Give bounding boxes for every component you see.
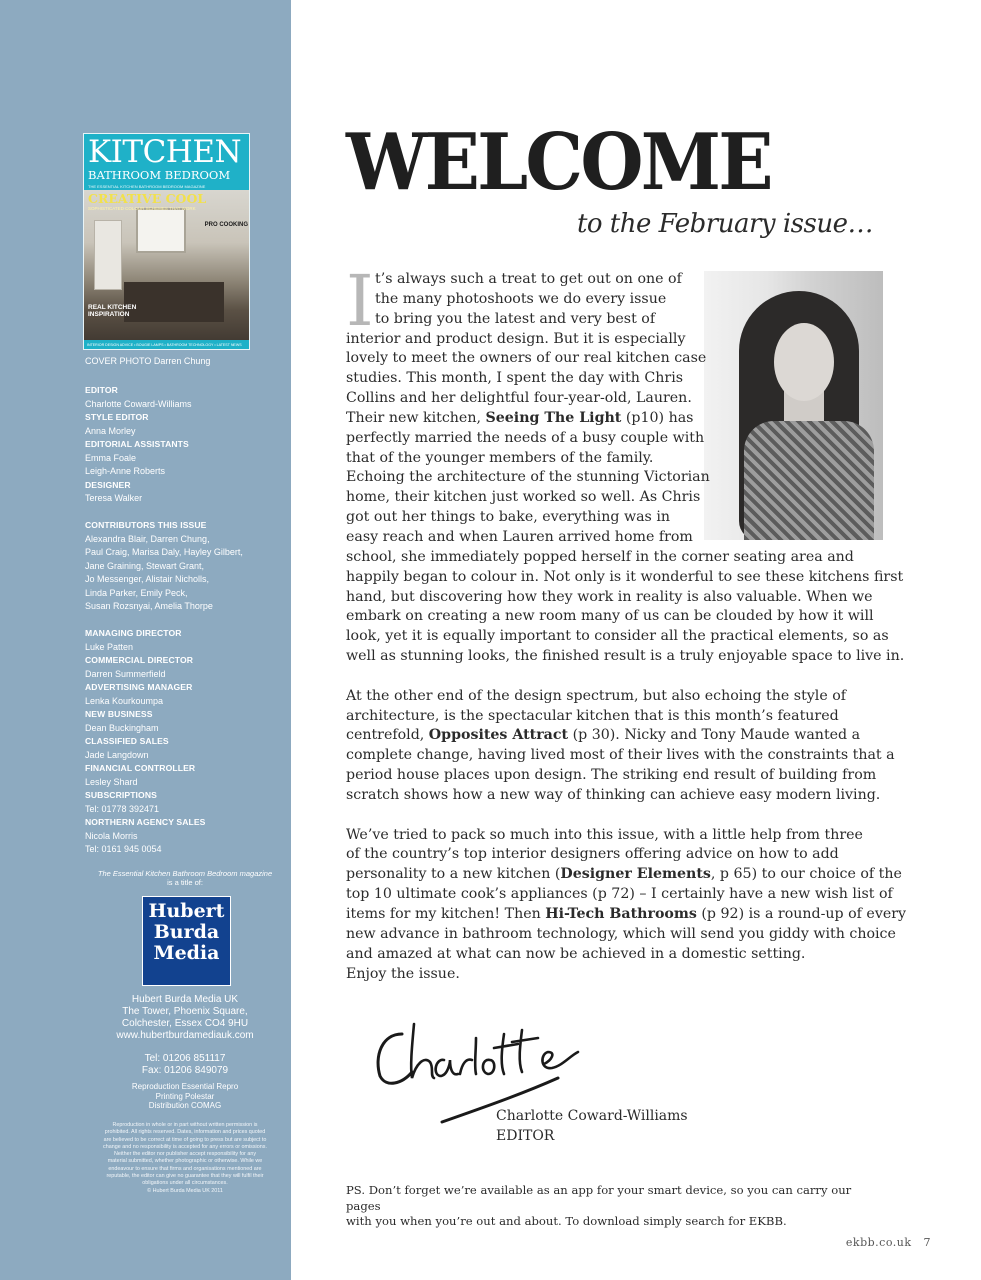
body-line <box>346 508 886 528</box>
disclaimer-line: Reproduction in whole or in part without written permission is <box>112 1122 258 1128</box>
body-text-run: school, she immediately popped herself in the corner seating area and <box>346 548 854 565</box>
cover-headline: CREATIVE COOL <box>88 191 207 206</box>
body-line <box>346 330 886 350</box>
credit-role: NEW BUSINESS <box>85 709 153 719</box>
credit-name: Lenka Kourkoumpa <box>85 695 164 706</box>
body-line <box>346 845 886 865</box>
body-line <box>346 468 886 488</box>
credit-role: MANAGING DIRECTOR <box>85 628 182 638</box>
editor-signoff <box>496 1106 688 1146</box>
body-line <box>346 270 886 290</box>
cover-title: KITCHEN <box>88 134 242 170</box>
production-line: Distribution COMAG <box>148 1101 222 1110</box>
credit-name: Luke Patten <box>85 641 134 652</box>
disclaimer-line: reputable, the editor can give no guarantee that they will fulfil their <box>106 1173 264 1180</box>
credit-name: Nicola Morris <box>85 830 138 841</box>
body-text-run: Their new kitchen, <box>346 409 486 426</box>
body-line <box>346 429 886 449</box>
postscript <box>346 1183 886 1230</box>
credit-name: Lesley Shard <box>85 776 138 787</box>
editor-title: EDITOR <box>496 1128 555 1144</box>
cover-real-kitchen: REAL KITCHEN INSPIRATION <box>88 304 137 318</box>
body-text-run: well as stunning looks, the finished result is a truly enjoyable space to live in. <box>346 648 905 665</box>
credits-gap <box>85 614 285 628</box>
credit-name: Jane Graining, Stewart Grant, <box>85 560 205 571</box>
credit-role: ADVERTISING MANAGER <box>85 682 193 692</box>
body-text-run: personality to a new kitchen ( <box>346 866 561 883</box>
hubert-burda-media-logo <box>142 896 231 986</box>
body-text-run: that of the younger members of the family. <box>346 449 654 466</box>
body-text-run: to bring you the latest and very best of <box>375 310 656 327</box>
disclaimer-line: are believed to be correct at time of going to press but are subject to <box>103 1136 267 1143</box>
body-line <box>346 905 907 925</box>
body-line <box>346 885 893 905</box>
postscript-line: PS. Don’t forget we’re available as an app for your smart device, so you can carry our pages <box>346 1183 852 1213</box>
disclaimer-line: material submitted, whether photographic or otherwise. While we <box>107 1158 263 1165</box>
body-line <box>346 607 886 627</box>
disclaimer-line: obligations under all circumstances. <box>142 1180 228 1187</box>
credit-role: STYLE EDITOR <box>85 412 149 422</box>
credit-name: Tel: 01778 392471 <box>85 803 160 814</box>
body-text-run: easy reach and when Lauren arrived home from <box>346 528 693 545</box>
disclaimer-line: prohibited. All rights reserved. Dates, information and prices quoted <box>104 1129 266 1136</box>
article-body <box>346 270 907 984</box>
body-text-run: embark on creating a new room many of us can be clouded by how it will <box>346 608 874 625</box>
body-line <box>346 826 886 846</box>
body-text-run: happily began to colour in. Not only is it wonderful to see these kitchens first <box>346 568 904 585</box>
body-text-run: , p 65) to our choice of the <box>710 866 902 883</box>
disclaimer-line: endeavour to ensure that firms and organisations mentioned are <box>108 1165 262 1172</box>
credit-role: EDITORIAL ASSISTANTS <box>85 439 189 449</box>
body-text-run: centrefold, <box>346 727 429 744</box>
credit-name: Anna Morley <box>85 425 136 436</box>
article-reference: Opposites Attract <box>428 727 569 744</box>
cover-tagline: THE ESSENTIAL KITCHEN BATHROOM BEDROOM MAGAZINE <box>88 184 206 189</box>
body-text-run: Enjoy the issue. <box>346 965 460 982</box>
body-line <box>346 945 886 965</box>
publisher-phones <box>85 1053 285 1077</box>
legal-disclaimer <box>87 1122 283 1195</box>
body-text-run: perfectly married the needs of a busy couple with <box>346 429 705 446</box>
publisher-note <box>85 869 285 887</box>
drop-cap: I <box>346 260 374 342</box>
body-text-run: got out her things to bake, everything was in <box>346 509 671 526</box>
address-line: The Tower, Phoenix Square, <box>122 1006 248 1017</box>
disclaimer-line: change and no responsibility is accepted for any errors or omissions. <box>103 1143 267 1150</box>
body-line <box>346 310 886 330</box>
body-line <box>346 389 886 409</box>
paragraph-gap <box>346 806 886 826</box>
credit-name: Emma Foale <box>85 452 137 463</box>
credit-name: Darren Summerfield <box>85 668 166 679</box>
body-line <box>346 647 905 667</box>
credit-name: Teresa Walker <box>85 493 143 503</box>
publisher-note-line: is a title of: <box>167 878 203 887</box>
page-subtitle: to the February issue… <box>576 209 873 239</box>
body-line <box>346 766 886 786</box>
production-line: Reproduction Essential Repro <box>131 1082 239 1091</box>
page-title: WELCOME <box>346 117 771 208</box>
cover-bottom-strip: INTERIOR DESIGN ADVICE • BOUGIE LAMPS • BATHROOM TECHNOLOGY • LATEST NEWS <box>84 340 250 350</box>
staff-credits <box>85 384 285 857</box>
credit-role: CONTRIBUTORS THIS ISSUE <box>85 520 207 530</box>
body-text-run: home, their kitchen just worked so well. As Chris <box>346 489 701 506</box>
credit-name: Charlotte Coward-Williams <box>85 398 192 409</box>
disclaimer-line: Neither the editor nor publisher accept responsibility for any <box>113 1151 257 1158</box>
logo-line: Hubert <box>148 900 225 922</box>
body-text-run: We’ve tried to pack so much into this issue, with a little help from three <box>346 826 863 843</box>
publisher-note-line: The Essential Kitchen Bathroom Bedroom magazine <box>97 869 273 878</box>
body-text-run: scratch shows how a new way of thinking can achieve easy modern living. <box>346 786 881 803</box>
production-credits <box>85 1082 285 1111</box>
body-text-run: complete change, having lived most of their lives with the constraints that a <box>346 747 895 764</box>
credit-role: NORTHERN AGENCY SALES <box>85 817 206 827</box>
body-line <box>346 449 886 469</box>
credit-role: COMMERCIAL DIRECTOR <box>85 655 194 665</box>
credit-role: DESIGNER <box>85 479 131 490</box>
magazine-cover-thumbnail <box>83 133 250 350</box>
body-text-run: the many photoshoots we do every issue <box>375 290 667 307</box>
publisher-address <box>85 994 285 1042</box>
credit-name: Dean Buckingham <box>85 722 159 733</box>
body-line <box>346 349 886 369</box>
body-text-run: period house places upon design. The striking end result of building from <box>346 767 877 784</box>
article-reference: Hi-Tech Bathrooms <box>545 906 697 922</box>
body-text-run: (p 92) is a round-up of every <box>696 906 907 922</box>
credit-name: Tel: 0161 945 0054 <box>85 844 162 854</box>
credit-role: FINANCIAL CONTROLLER <box>85 763 196 773</box>
body-text-run: Collins and her delightful four-year-old, Lauren. <box>346 390 692 407</box>
phone-line: Tel: 01206 851117 <box>144 1053 226 1064</box>
body-line <box>346 707 886 727</box>
postscript-line: with you when you’re out and about. To download simply search for EKBB. <box>346 1214 787 1228</box>
credit-name: Leigh-Anne Roberts <box>85 466 166 476</box>
logo-line: Media <box>153 942 220 964</box>
body-text-run: Echoing the architecture of the stunning Victorian <box>346 469 710 486</box>
body-text-run: of the country’s top interior designers offering advice on how to add <box>346 846 839 863</box>
credit-name: Jade Langdown <box>85 749 149 760</box>
body-line <box>346 548 886 568</box>
credit-name: Jo Messenger, Alistair Nicholls, <box>85 574 210 584</box>
body-line <box>346 627 889 647</box>
article-reference: Seeing The Light <box>485 409 622 426</box>
body-text-run: top 10 ultimate cook’s appliances (p 72) – I certainly have a new wish list of <box>346 886 893 903</box>
body-text-run: and amazed at what can now be achieved in a domestic setting. <box>346 945 806 962</box>
paragraph-gap <box>346 667 886 687</box>
disclaimer-line: © Hubert Burda Media UK 2011 <box>147 1187 223 1194</box>
credit-name: Linda Parker, Emily Peck, <box>85 587 188 598</box>
body-text-run: look, yet it is equally important to consider all the practical elements, so as <box>346 628 889 645</box>
footer-website[interactable]: ekbb.co.uk <box>845 1236 912 1249</box>
body-line <box>346 488 886 508</box>
credit-name: Paul Craig, Marisa Daly, Hayley Gilbert, <box>85 547 243 557</box>
body-line <box>346 369 886 389</box>
production-line: Printing Polestar <box>155 1091 215 1101</box>
credit-role: CLASSIFIED SALES <box>85 736 169 746</box>
body-text-run: At the other end of the design spectrum, but also echoing the style of <box>346 687 847 704</box>
cover-pro-cooking: PRO COOKING <box>204 222 248 228</box>
page-footer <box>846 1236 931 1249</box>
body-line <box>346 528 886 548</box>
body-text-run: studies. This month, I spent the day with Chris <box>346 370 684 387</box>
editor-name: Charlotte Coward-Williams <box>496 1108 688 1124</box>
website-link[interactable]: www.hubertburdamediauk.com <box>116 1030 254 1041</box>
credit-name: Alexandra Blair, Darren Chung, <box>85 533 210 544</box>
page-number: 7 <box>923 1236 931 1249</box>
cover-photo-credit: COVER PHOTO Darren Chung <box>85 356 211 366</box>
body-line <box>346 687 886 707</box>
body-line <box>346 965 886 985</box>
body-text-run: (p10) has <box>621 409 694 426</box>
body-line <box>346 568 904 588</box>
body-line <box>346 726 886 746</box>
logo-line: Burda <box>153 921 220 943</box>
body-line <box>346 865 902 885</box>
body-text-run: t’s always such a treat to get out on one of <box>375 271 682 287</box>
address-line: Colchester, Essex CO4 9HU <box>121 1018 249 1029</box>
article-reference: Designer Elements <box>560 866 711 883</box>
body-line <box>346 409 886 429</box>
credit-role: SUBSCRIPTIONS <box>85 790 157 800</box>
body-line <box>346 588 886 608</box>
cover-subtitle: BATHROOM BEDROOM <box>88 168 231 182</box>
body-text-run: new advance in bathroom technology, which will send you giddy with choice <box>346 925 896 942</box>
fax-line: Fax: 01206 849079 <box>141 1065 229 1076</box>
address-line: Hubert Burda Media UK <box>131 994 239 1005</box>
masthead-sidebar <box>0 0 291 1280</box>
body-text-run: lovely to meet the owners of our real kitchen case <box>346 350 707 367</box>
body-line <box>346 786 886 806</box>
body-text-run: (p 30). Nicky and Tony Maude wanted a <box>568 727 861 744</box>
body-text-run: items for my kitchen! Then <box>346 906 546 922</box>
body-line <box>346 746 895 766</box>
credit-role: EDITOR <box>85 385 118 395</box>
body-text-run: interior and product design. But it is especially <box>346 330 686 347</box>
credit-name: Susan Rozsnyai, Amelia Thorpe <box>85 601 213 611</box>
cover-headline-sub: SOPHISTICATED COLOUR SCHEMES THAT WORK <box>88 206 196 211</box>
body-line <box>346 290 886 310</box>
body-line <box>346 925 896 945</box>
body-text-run: architecture, is the spectacular kitchen that is this month’s featured <box>346 707 839 724</box>
body-text-run: hand, but discovering how they work in reality is also valuable. When we <box>346 588 873 605</box>
credits-gap <box>85 506 285 520</box>
